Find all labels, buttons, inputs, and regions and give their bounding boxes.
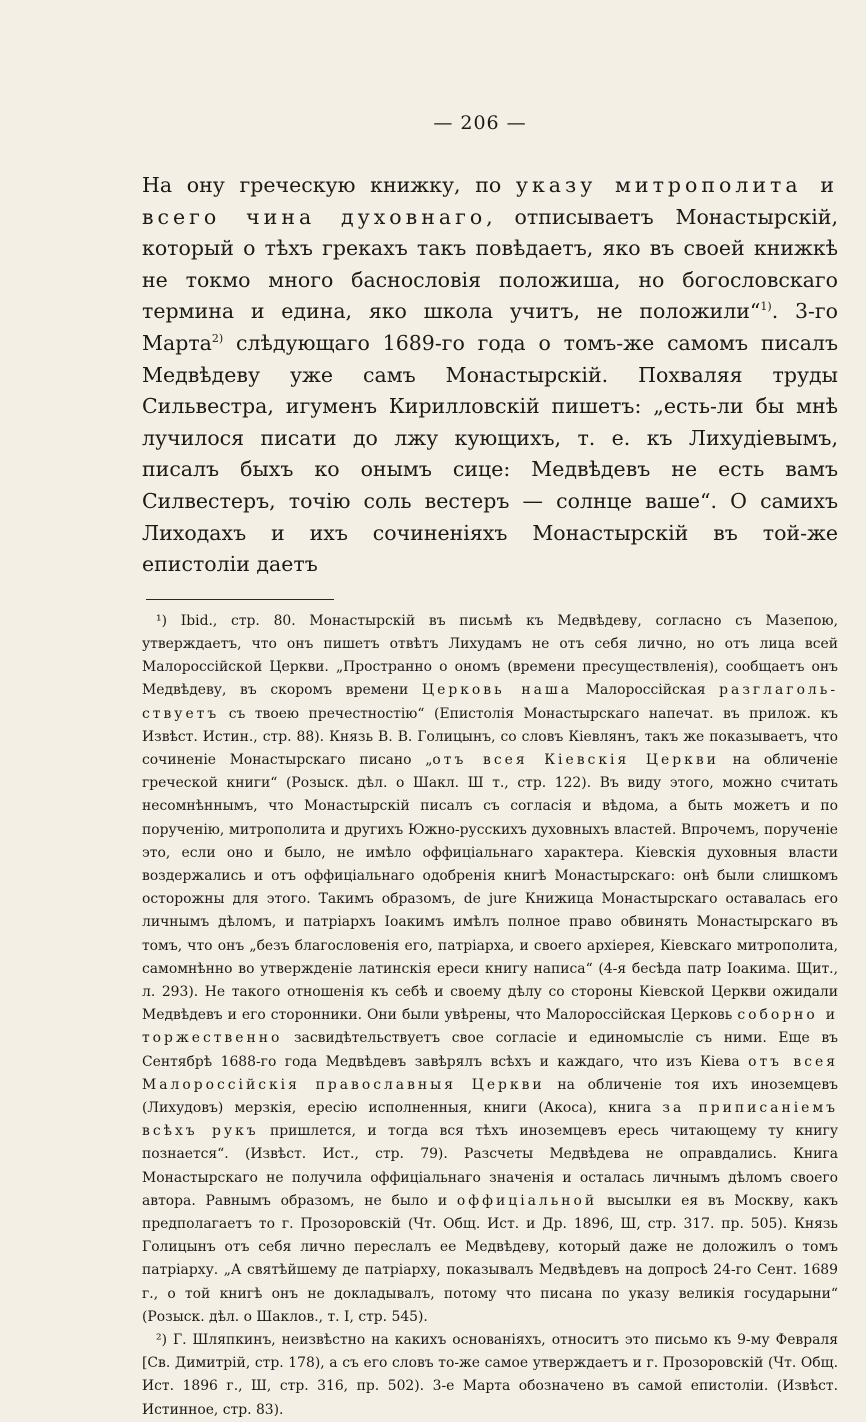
main-text-4: слѣдующаго 1689-го года о томъ-же самомъ писалъ Медвѣдеву уже самъ Монастырскій. Похваляя труды Сильвестра, игуменъ Кирилловскій пишетъ: „есть-ли бы мнѣ лучилося писати до лжу кующихъ, т. е. къ Лихудіевымъ, писалъ быхъ ко онымъ сице: Медвѣдевъ не есть вамъ Силвестеръ, точію соль вестеръ — солнце ваше“. О самихъ Лиходахъ и ихъ сочиненіяхъ Монастырскій въ той-же епистоліи даетъ [142, 330, 838, 577]
footnote-1-spaced-2: разглаголь-ствуетъ [142, 682, 839, 722]
page-number: — 206 — [433, 112, 527, 134]
footnote-1-mark: ¹) [156, 612, 167, 629]
footnote-1-text-c: съ твоею пречестностію“ (Епистолія Монастырскаго напечат. въ прилож. къ Извѣст. Истин., стр. 88). Князь В. В. Голицынъ, со словъ Кіевлянъ, такъ же показываетъ, что сочиненіе Монастырскаго писано „ [142, 705, 838, 768]
main-paragraph [142, 170, 838, 581]
footnote-1-spaced-1: Церковь наша [421, 682, 573, 699]
footnote-ref-1: 1) [760, 300, 772, 314]
main-text-2: , отписываетъ Монастырскій, который о тѣхъ грекахъ такъ повѣдаетъ, яко въ своей книжкѣ не токмо много баснословія положиша, но богословскаго термина и едина, яко школа учитъ, не положили“ [142, 204, 838, 324]
footnote-2 [142, 1329, 838, 1422]
footnote-1-spaced-3: отъ всея Кіевскія Церкви [432, 751, 719, 768]
footnote-1-spaced-4: соборно и торжественно [142, 1007, 838, 1047]
footnote-1-spaced-5: отъ всея Малороссійскія православныя Церкви [142, 1053, 838, 1093]
main-spaced-text: указу митрополита и всего чина духовнаго [142, 173, 838, 229]
footnote-2-mark: ²) [156, 1332, 167, 1349]
footnote-1-text-e: засвидѣтельствуетъ свое согласіе и единомысліе съ ними. Еще въ Сентябрѣ 1688-го года Медвѣдевъ завѣрялъ всѣхъ и каждаго, что изъ Кіева [142, 1030, 838, 1070]
footnote-ref-2: 2) [211, 332, 224, 346]
footnote-1-text-a: Ibid., стр. 80. Монастырскій въ письмѣ къ Медвѣдеву, согласно съ Мазепою, утверждаетъ, что онъ пишетъ отвѣтъ Лихудамъ не отъ себя лично, но отъ лица всей Малороссійской Церкви. „Пространно о ономъ (времени пресуществленія), сообщаетъ онъ Медвѣдеву, въ скоромъ времени [142, 612, 838, 699]
footnote-1 [142, 610, 838, 1329]
footnote-1-text-h: высылки ея въ Москву, какъ предполагаетъ то г. Прозоровскій (Чт. Общ. Ист. и Др. 1896, Ш, стр. 317. пр. 505). Князь Голицынъ отъ себя лично переслалъ ее Медвѣдеву, который даже не доложилъ о томъ патріарху. „А святѣйшему де патріарху, показывалъ Медвѣдевъ на допросѣ 24-го Сент. 1689 г., о той книгѣ онъ не докладывалъ, потому что писана по указу великія государыни“ (Розыск. дѣл. о Шаклов., т. I, стр. 545). [142, 1192, 838, 1325]
footnote-1-text-d: на обличеніе греческой книги“ (Розыск. дѣл. о Шакл. Ш т., стр. 122). Въ виду этого, можно считать несомнѣннымъ, что Монастырскій писалъ съ согласія и вѣдома, а быть можетъ и по порученію, митрополита и другихъ Южно-русскихъ духовныхъ властей. Впрочемъ, порученіе это, если оно и было, не имѣло оффиціальнаго характера. Кіевскія духовныя власти воздержались и отъ оффиціальнаго одобренія книгѣ Монастырскаго: онѣ были слишкомъ осторожны для этого. Такимъ образомъ, de jure Книжица Монастырскаго оставалась его личнымъ дѣломъ, и патріархъ Іоакимъ имѣлъ полное право обвинять Монастырскаго въ томъ, что онъ „безъ благословенія его, патріарха, и своего архіерея, Кіевскаго митрополита, самомнѣнно во утвержденіе латинскія ереси книгу написа“ (4-я бесѣда патр Іоакима. Щит., л. 293). Не такого отношенія къ себѣ и своему дѣлу со стороны Кіевской Церкви ожидали Медвѣдевъ и его сторонники. Они были увѣрены, что Малороссійская Церковь [142, 751, 838, 1024]
footnote-1-text-g: пришлется, и тогда вся тѣхъ иноземцевъ ересь читающему ту книгу познается“. (Извѣст. Ист., стр. 79). Разсчеты Медвѣдева не оправдались. Книга Монастырскаго не получила оффиціальнаго значенія и осталась личнымъ дѣломъ своего автора. Равнымъ образомъ, не было и [142, 1123, 838, 1209]
footnote-1-spaced-6: за приписаніемъ всѣхъ рукъ [142, 1099, 839, 1140]
footnote-2-text: Г. Шляпкинъ, неизвѣстно на какихъ основаніяхъ, относитъ это письмо къ 9-му Февраля [Св. Димитрій, стр. 178), а съ его словъ то-же самое утверждаетъ и г. Прозоровскій (Чт. Общ. Ист. 1896 г., Ш, стр. 316, пр. 502). 3-е Марта обозначено въ самой епистоліи. (Извѣст. Истинное, стр. 83). [142, 1332, 838, 1418]
main-text-1: На ону греческую книжку, по [142, 173, 516, 197]
footnote-1-text-b: Малороссійская [572, 682, 720, 699]
footnote-1-text-f: на обличеніе тоя ихъ иноземцевъ (Лихудовъ) мерзкія, ересію исполненныя, книги (Акоса), книга [142, 1076, 838, 1116]
footnote-divider [146, 599, 334, 600]
footnote-1-spaced-7: оффиціальной [456, 1192, 598, 1209]
main-text-3: . 3-го Марта [142, 299, 839, 355]
